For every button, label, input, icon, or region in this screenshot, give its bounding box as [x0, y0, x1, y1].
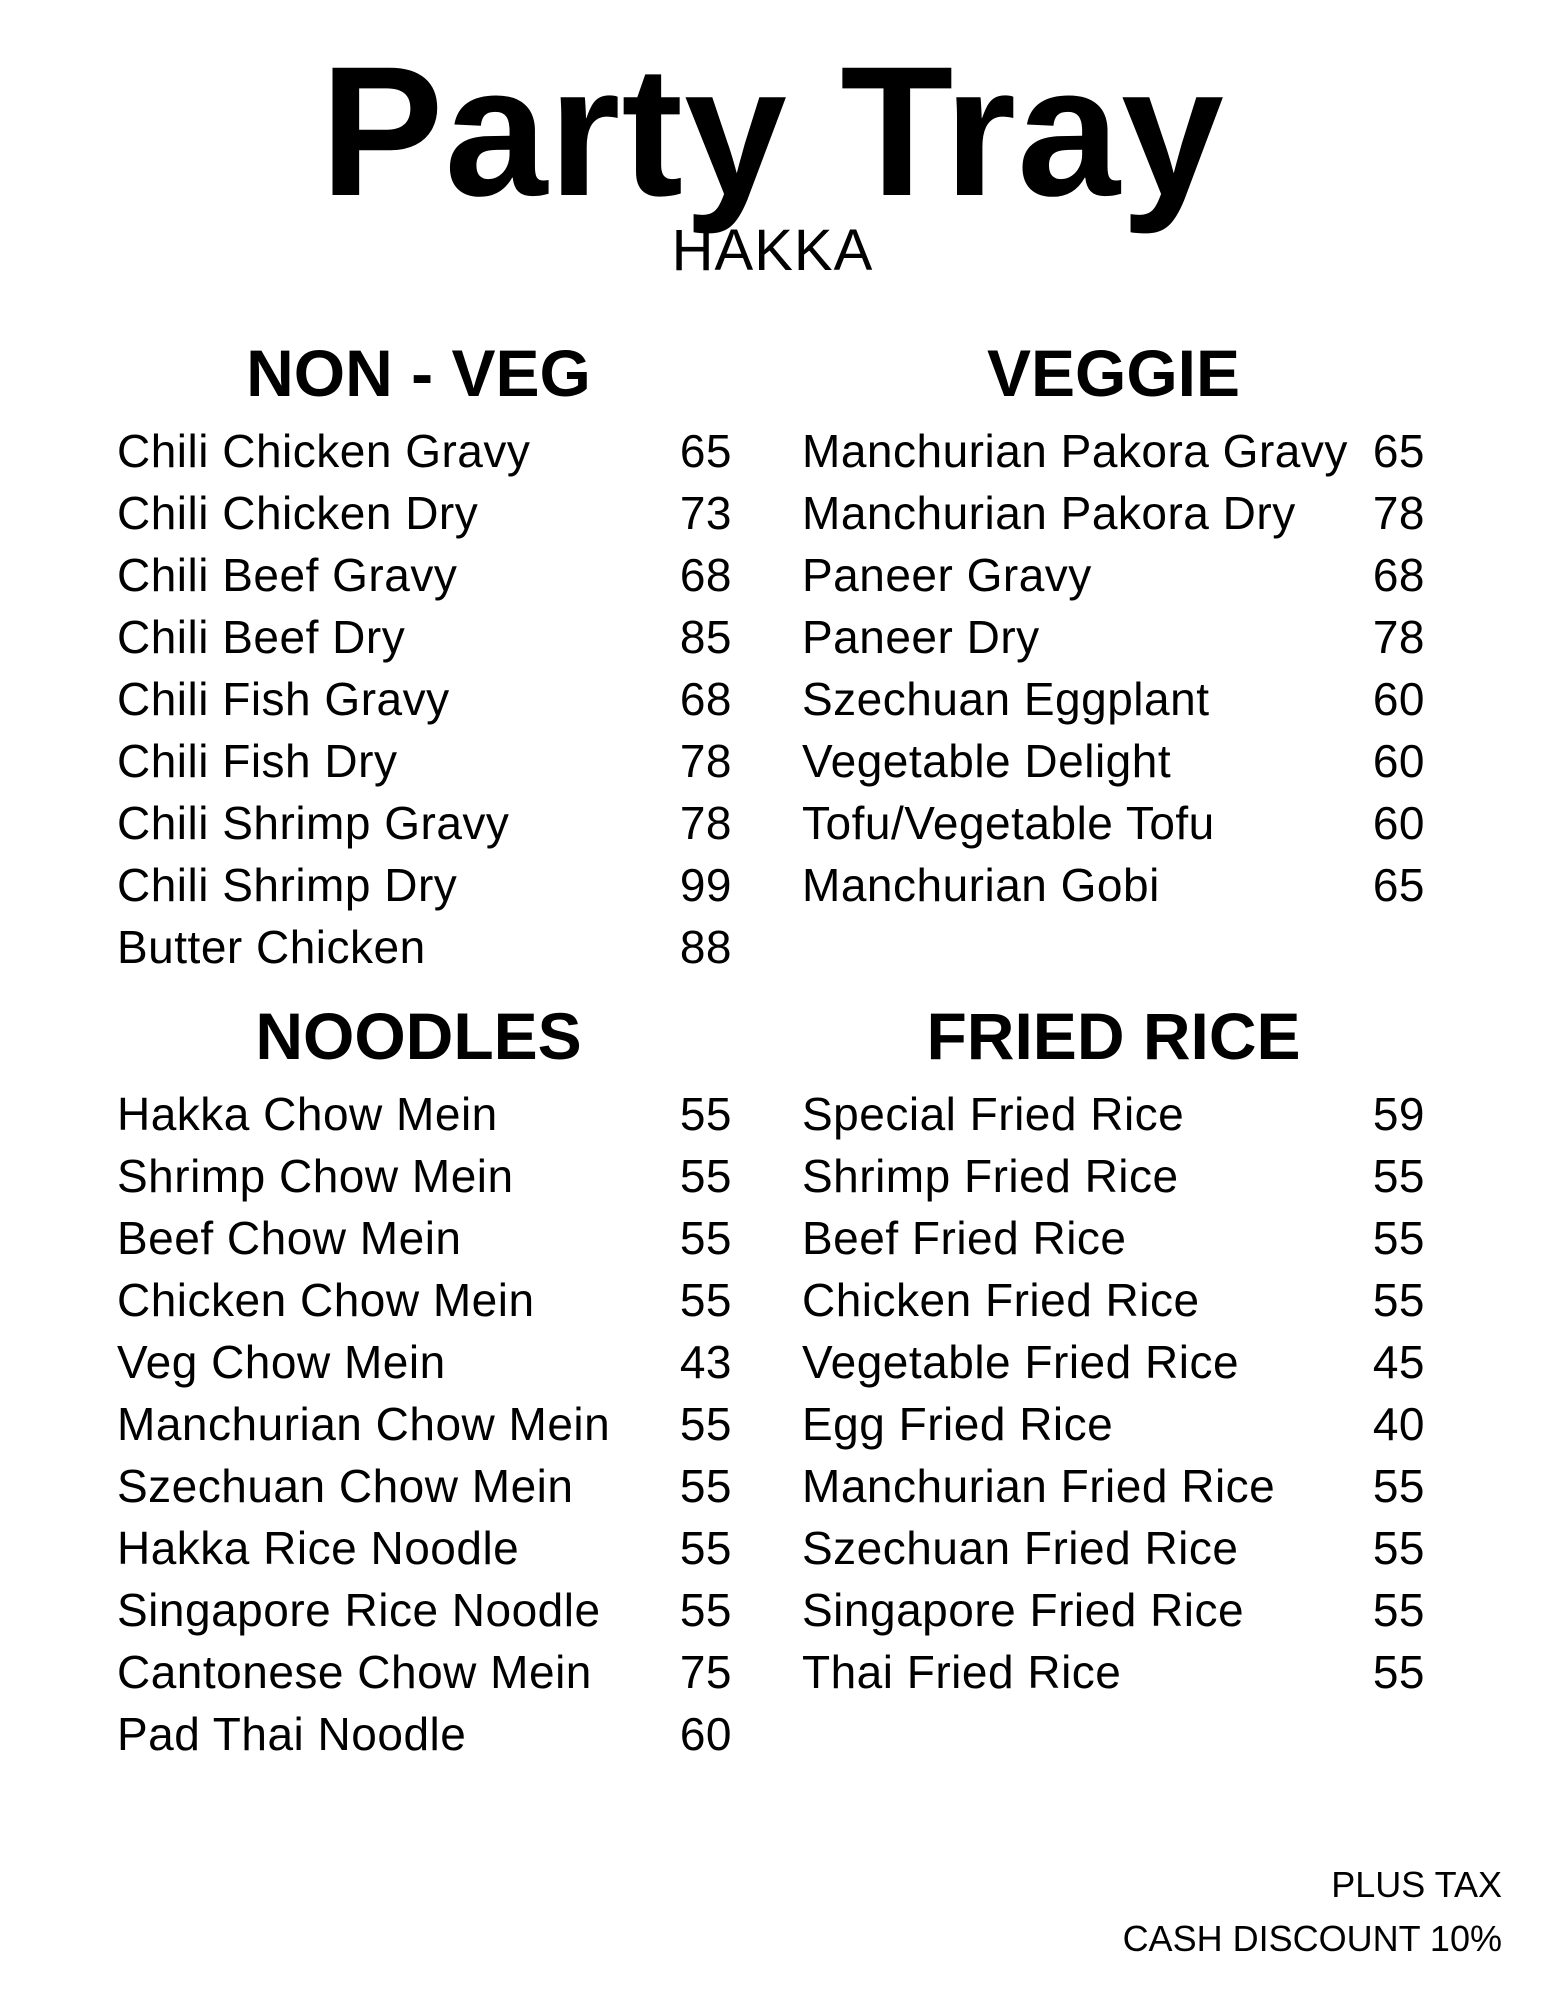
menu-item [117, 854, 732, 916]
menu-item [802, 1455, 1425, 1517]
menu-item [117, 1641, 732, 1703]
section-heading: NOODLES [255, 999, 582, 1073]
menu-item-price: 55 [679, 1212, 732, 1264]
menu-item-price: 73 [679, 487, 732, 539]
menu-item-name: Chili Chicken Dry [117, 487, 479, 539]
menu-item [117, 1269, 732, 1331]
menu-item-price: 40 [1372, 1398, 1425, 1450]
menu-item-price: 78 [679, 797, 732, 849]
menu-item [802, 420, 1425, 482]
discount-note: CASH DISCOUNT 10% [1122, 1918, 1502, 1959]
menu-item [117, 1455, 732, 1517]
menu-item-name: Thai Fried Rice [802, 1646, 1122, 1698]
menu-item-name: Shrimp Fried Rice [802, 1150, 1179, 1202]
menu-item-name: Paneer Gravy [802, 549, 1092, 601]
menu-item-price: 68 [679, 549, 732, 601]
section-heading: VEGGIE [986, 336, 1241, 410]
menu-item-price: 59 [1372, 1088, 1425, 1140]
menu-item-price: 55 [679, 1088, 732, 1140]
page-subtitle: HAKKA [671, 218, 874, 283]
menu-item-name: Shrimp Chow Mein [117, 1150, 514, 1202]
menu-item [117, 1331, 732, 1393]
menu-item [117, 916, 732, 978]
menu-item [117, 792, 732, 854]
menu-item-name: Pad Thai Noodle [117, 1708, 467, 1760]
menu-item [117, 1207, 732, 1269]
menu-item-name: Chili Fish Dry [117, 735, 398, 787]
menu-item-name: Paneer Dry [802, 611, 1040, 663]
menu-item-name: Egg Fried Rice [802, 1398, 1114, 1450]
menu-item-name: Veg Chow Mein [117, 1336, 446, 1388]
menu-item-name: Tofu/Vegetable Tofu [802, 797, 1215, 849]
menu-item-name: Chili Shrimp Dry [117, 859, 458, 911]
menu-item-name: Vegetable Fried Rice [802, 1336, 1240, 1388]
menu-item-price: 55 [679, 1522, 732, 1574]
menu-item [802, 730, 1425, 792]
menu-item-price: 43 [679, 1336, 732, 1388]
menu-item-name: Szechuan Chow Mein [117, 1460, 574, 1512]
menu-item-price: 78 [1372, 611, 1425, 663]
menu-item-name: Chili Beef Gravy [117, 549, 458, 601]
menu-item-name: Vegetable Delight [802, 735, 1172, 787]
menu-item-price: 55 [679, 1584, 732, 1636]
menu-item-price: 55 [679, 1398, 732, 1450]
footer-note [1123, 1858, 1502, 1966]
menu-item-name: Manchurian Pakora Dry [802, 487, 1296, 539]
menu-item [802, 1641, 1425, 1703]
menu-item-name: Beef Fried Rice [802, 1212, 1127, 1264]
menu-item [802, 1331, 1425, 1393]
menu-item-price: 55 [1372, 1212, 1425, 1264]
menu-item-price: 45 [1372, 1336, 1425, 1388]
menu-item-price: 60 [1372, 735, 1425, 787]
menu-item-name: Manchurian Gobi [802, 859, 1160, 911]
menu-item-name: Chili Shrimp Gravy [117, 797, 510, 849]
section-noodles [117, 999, 732, 1765]
menu-item-price: 99 [679, 859, 732, 911]
menu-item [117, 1393, 732, 1455]
menu-item [802, 1145, 1425, 1207]
menu-item [117, 1145, 732, 1207]
menu-item-name: Butter Chicken [117, 921, 426, 973]
menu-item-price: 55 [1372, 1646, 1425, 1698]
menu-item-price: 68 [679, 673, 732, 725]
menu-item [802, 1207, 1425, 1269]
menu-item-name: Hakka Chow Mein [117, 1088, 498, 1140]
menu-item-price: 55 [679, 1460, 732, 1512]
menu-item-name: Chicken Chow Mein [117, 1274, 535, 1326]
menu-item [117, 730, 732, 792]
menu-item-price: 78 [1372, 487, 1425, 539]
menu-item-name: Chicken Fried Rice [802, 1274, 1200, 1326]
menu-item [117, 420, 732, 482]
page-title: Party Tray [320, 29, 1225, 235]
menu-item-price: 55 [1372, 1150, 1425, 1202]
menu-item-price: 60 [1372, 673, 1425, 725]
menu-item-name: Beef Chow Mein [117, 1212, 462, 1264]
menu-item-name: Szechuan Fried Rice [802, 1522, 1239, 1574]
menu-item-price: 68 [1372, 549, 1425, 601]
menu-item-name: Manchurian Pakora Gravy [802, 425, 1348, 477]
menu-item-name: Cantonese Chow Mein [117, 1646, 592, 1698]
menu-item [802, 1393, 1425, 1455]
section-fried-rice [802, 999, 1425, 1703]
menu-item [117, 668, 732, 730]
section-heading: FRIED RICE [926, 999, 1301, 1073]
menu-list [117, 420, 732, 978]
menu-item [802, 854, 1425, 916]
menu-item [802, 668, 1425, 730]
menu-item-name: Chili Fish Gravy [117, 673, 450, 725]
menu-item [117, 1703, 732, 1765]
section-veggie [802, 336, 1425, 916]
menu-item [117, 1579, 732, 1641]
menu-item-price: 55 [1372, 1522, 1425, 1574]
menu-list [802, 420, 1425, 916]
menu-list [802, 1083, 1425, 1703]
menu-item [802, 544, 1425, 606]
menu-item-price: 88 [679, 921, 732, 973]
menu-item [802, 1517, 1425, 1579]
menu-item-price: 85 [679, 611, 732, 663]
menu-list [117, 1083, 732, 1765]
menu-item [117, 544, 732, 606]
menu-item-price: 55 [1372, 1584, 1425, 1636]
menu-item-price: 55 [679, 1274, 732, 1326]
menu-item [802, 1083, 1425, 1145]
menu-item [802, 482, 1425, 544]
menu-item-price: 65 [1372, 859, 1425, 911]
menu-item-price: 55 [1372, 1460, 1425, 1512]
section-non-veg [117, 336, 732, 978]
menu-item-name: Singapore Rice Noodle [117, 1584, 601, 1636]
menu-item-name: Hakka Rice Noodle [117, 1522, 520, 1574]
menu-item [117, 482, 732, 544]
menu-item [117, 1517, 732, 1579]
menu-item-price: 55 [679, 1150, 732, 1202]
menu-item-name: Special Fried Rice [802, 1088, 1185, 1140]
menu-item-price: 60 [679, 1708, 732, 1760]
menu-item [802, 606, 1425, 668]
section-heading: NON - VEG [246, 336, 591, 410]
menu-item-price: 75 [679, 1646, 732, 1698]
menu-item [802, 1579, 1425, 1641]
menu-item [117, 606, 732, 668]
menu-item [802, 792, 1425, 854]
menu-item-price: 60 [1372, 797, 1425, 849]
menu-item-name: Manchurian Chow Mein [117, 1398, 611, 1450]
menu-item-price: 78 [679, 735, 732, 787]
menu-item-name: Szechuan Eggplant [802, 673, 1210, 725]
menu-item-name: Chili Beef Dry [117, 611, 406, 663]
menu-item-price: 55 [1372, 1274, 1425, 1326]
menu-item-name: Manchurian Fried Rice [802, 1460, 1276, 1512]
menu-item [117, 1083, 732, 1145]
menu-item-price: 65 [679, 425, 732, 477]
menu-item-name: Chili Chicken Gravy [117, 425, 531, 477]
menu-item [802, 1269, 1425, 1331]
menu-item-name: Singapore Fried Rice [802, 1584, 1245, 1636]
menu-item-price: 65 [1372, 425, 1425, 477]
tax-note: PLUS TAX [1331, 1864, 1502, 1905]
